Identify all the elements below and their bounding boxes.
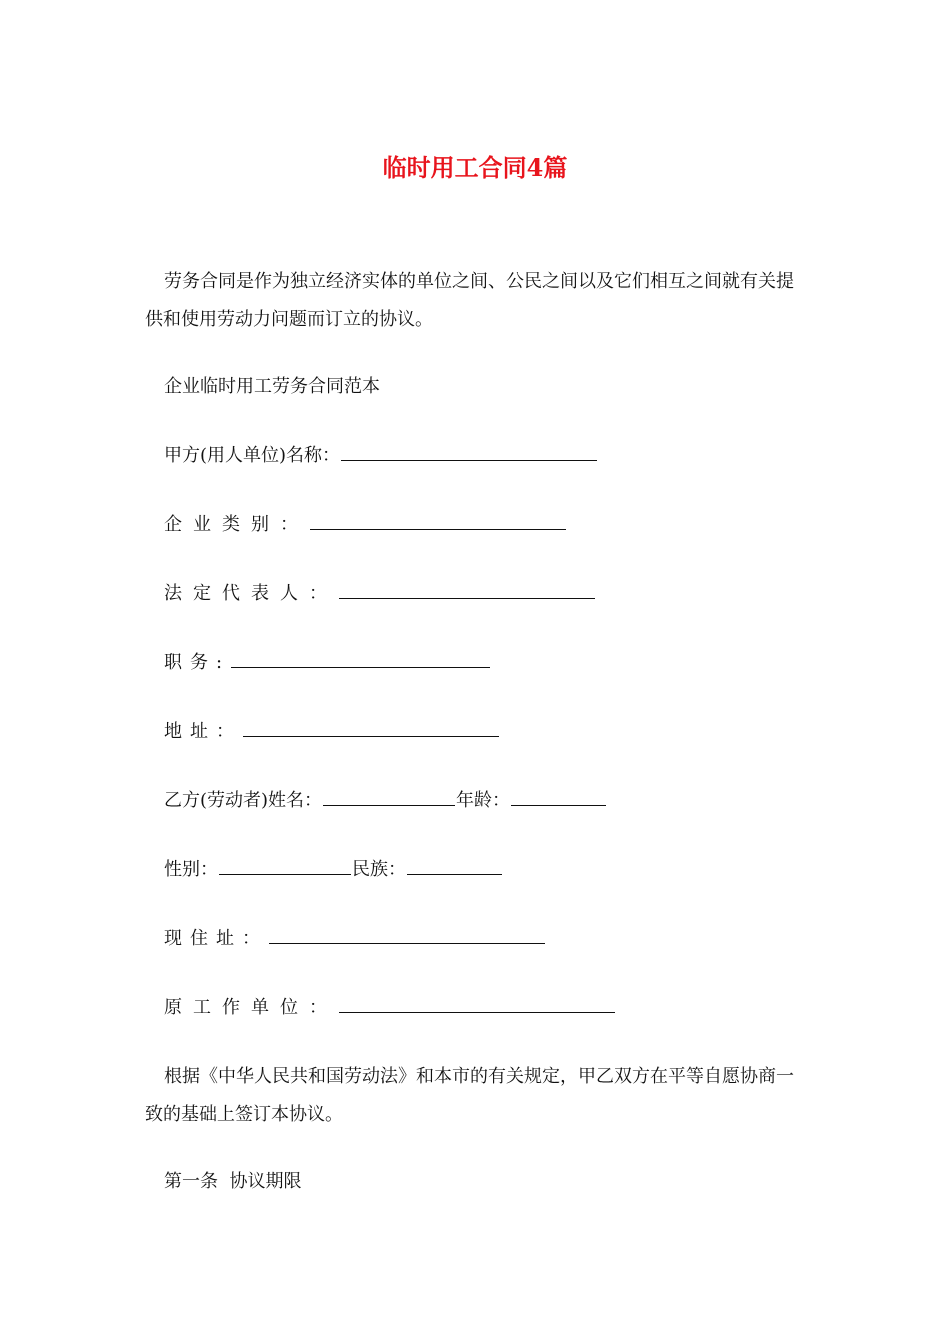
- article-1-heading: 第一条 协议期限: [164, 1171, 302, 1192]
- former-employer-row: [164, 992, 616, 1023]
- age-label: 年龄：: [456, 790, 511, 811]
- enterprise-type-label: 企业类别：: [164, 514, 309, 535]
- position-row: [164, 647, 491, 678]
- current-address-label: 现住址：: [164, 928, 268, 949]
- party-a-name-label: 甲方(用人单位)名称：: [164, 445, 341, 466]
- basis-paragraph: 根据《中华人民共和国劳动法》和本市的有关规定，甲乙双方在平等自愿协商一致的基础上签订本协议。: [145, 1066, 794, 1125]
- ethnicity-label: 民族：: [352, 859, 406, 880]
- enterprise-type-row: [164, 509, 567, 540]
- gender-blank: [219, 854, 351, 875]
- gender-label: 性别：: [164, 859, 218, 880]
- party-b-name-blank: [323, 785, 455, 806]
- document-title: 临时用工合同4篇: [382, 153, 568, 182]
- party-a-name-blank: [341, 440, 597, 461]
- former-employer-blank: [339, 992, 615, 1013]
- position-blank: [231, 647, 490, 668]
- ethnicity-blank: [407, 854, 502, 875]
- party-a-name-row: [164, 440, 598, 471]
- party-b-name-label: 乙方(劳动者)姓名：: [164, 790, 323, 811]
- address-label: 地址：: [164, 721, 242, 742]
- legal-rep-blank: [339, 578, 595, 599]
- section-heading: 企业临时用工劳务合同范本: [164, 376, 380, 397]
- address-blank: [243, 716, 499, 737]
- current-address-blank: [269, 923, 545, 944]
- gender-row: [164, 854, 503, 885]
- former-employer-label: 原工作单位：: [164, 997, 338, 1018]
- party-b-row: [164, 785, 607, 816]
- current-address-row: [164, 923, 546, 954]
- age-blank: [511, 785, 606, 806]
- enterprise-type-blank: [310, 509, 566, 530]
- position-label: 职务:: [164, 652, 231, 673]
- legal-rep-row: [164, 578, 596, 609]
- intro-paragraph: 劳务合同是作为独立经济实体的单位之间、公民之间以及它们相互之间就有关提供和使用劳动力问题而订立的协议。: [145, 271, 794, 330]
- legal-rep-label: 法定代表人：: [164, 583, 338, 604]
- address-row: [164, 716, 500, 747]
